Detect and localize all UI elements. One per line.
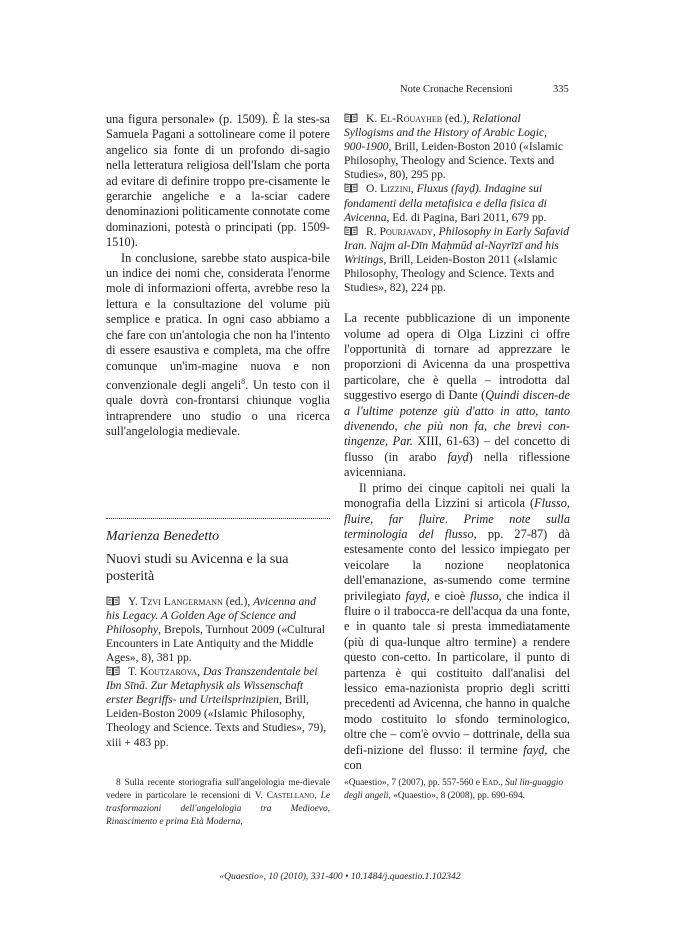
- book-icon: [344, 183, 358, 193]
- book-icon: [106, 666, 120, 676]
- bibliography-list: [344, 112, 570, 295]
- journal-citation: «Quaestio», 10 (2010), 331-400 • 10.1484/j.quaestio.1.102342: [219, 871, 461, 882]
- page-number: 335: [553, 84, 569, 95]
- section-title: Nuovi studi su Avicenna e la sua posterità: [106, 551, 289, 584]
- section-divider: [106, 518, 330, 519]
- running-title: Note Cronache Recensioni: [400, 84, 513, 95]
- running-head: [0, 84, 680, 100]
- bibliography-entry: O. Lizzini, Fluxus (fayḍ). Indagine sui fondamenti della metafisica e della fisica di Avicenna, Ed. di Pagina, Bari 2011, 679 pp.: [344, 182, 547, 224]
- book-icon: [344, 113, 358, 123]
- book-icon: [344, 226, 358, 236]
- footnote-ref[interactable]: 8: [241, 376, 246, 386]
- paragraph: una figura personale» (p. 1509). È la stes-sa Samuela Pagani a sottolineare come il potere angelico sia fonte di un profondo di-sagio nella letteratura religiosa dell'Islam che porta ad evitare di definire troppo pre-cisamente le gerarchie angeliche e a la-sciar cadere denominazioni politicamente connotate come dominazioni, potestà o principati (pp. 1509-1510).: [106, 112, 330, 250]
- book-icon: [106, 596, 120, 606]
- review-author: Marienza Benedetto: [106, 528, 220, 544]
- footnote-continuation: «Quaestio», 7 (2007), pp. 557-560 e Ead., Sul lin-guaggio degli angeli, «Quaestio», 8 (2008), pp. 690-694.: [344, 778, 564, 801]
- footnote: 8 Sulla recente storiografia sull'angelologia me-dievale vedere in particolare le recensioni di V. Castellano, Le trasformazioni dell'angelologia tra Medioevo, Rinascimento e prima Età Moderna,: [106, 778, 330, 827]
- bibliography-list: [106, 595, 330, 750]
- right-column: [344, 112, 570, 773]
- paragraph: La recente pubblicazione di un imponente volume ad opera di Olga Lizzini ci offre l'opportunità di tornare ad apprezzare le proporzioni di Avicenna da una prospettiva particolare, che è quella – introdotta dal suggestivo esergo di Dante (Quindi discen-de a l'ultime potenze giù d'atto in atto, tanto divenendo, che più non fa, che brevi con-tingenze, Par. XIII, 61-63) – del concetto di flusso (in arabo fayḍ) nella riflessione avicenniana.: [344, 311, 570, 480]
- paragraph: Il primo dei cinque capitoli nei quali la monografia della Lizzini si articola (Flusso, fluire, far fluire. Prime note sulla terminologia del flusso, pp. 27-87) dà estesamente conto del lessico impiegato per veicolare la nozione neoplatonica dell'emanazione, as-sumendo come termine privilegiato fayḍ, e cioè flusso, che indica il fluire o il trabocca-re dell'acqua da una fonte, e in quanto tale si presta immediatamente (più di qua-lunque altro termine) a rendere questo con-cetto. In particolare, il punto di partenza è qui costituito dall'analisi del lessico ema-nazionista proprio degli scritti precedenti ad Avicenna, che hanno in qualche modo costituito lo sfondo terminologico, oltre che – com'è ovvio – dottrinale, della sua defi-nizione del flusso: il termine fayḍ, che con: [344, 480, 571, 772]
- left-column: [106, 112, 330, 750]
- bibliography-entry: K. El-Rouayheb (ed.), Relational Syllogisms and the History of Arabic Logic, 900-1900, Brill, Leiden-Boston 2010 («Islamic Philosophy, Theology and Science. Texts and Studies», 80), 295 pp.: [344, 112, 563, 182]
- bibliography-entry: T. Koutzarova, Das Transzendentale bei Ibn Sīnā. Zur Metaphysik als Wissenschaft erster Begriffs- und Urteilsprinzipien, Brill, Leiden-Boston 2009 («Islamic Philosophy, Theology and Science. Texts and Studies», 79), xiii + 483 pp.: [106, 665, 327, 749]
- paragraph: In conclusione, sarebbe stato auspica-bile un indice dei nomi che, considerata l'enorme mole di informazioni offerta, avrebbe reso la lettura e la consultazione del volume più semplice e pratica. In ogni caso abbiamo a che fare con un'antologia che non ha l'intento di essere esaustiva e completa, ma che offre comunque un'im-magine nuova e non convenzionale degli angeli$^8$. Un testo con il quale dovrà con-frontarsi chiunque voglia intraprendere uno studio o una ricerca sull'angelologia medievale.: [106, 250, 330, 439]
- bibliography-entry: R. Pourjavady, Philosophy in Early Safavid Iran. Najm al-Dīn Maḥmūd al-Nayrīzī and his Writings, Brill, Leiden-Boston 2011 («Islamic Philosophy, Theology and Science. Texts and Studies», 82), 224 pp.: [344, 224, 570, 295]
- bibliography-entry: Y. Tzvi Langermann (ed.), Avicenna and his Legacy. A Golden Age of Science and Philosophy, Brepols, Turnhout 2009 («Cultural Encounters in Late Antiquity and the Middle Ages», 8), 381 pp.: [106, 594, 326, 664]
